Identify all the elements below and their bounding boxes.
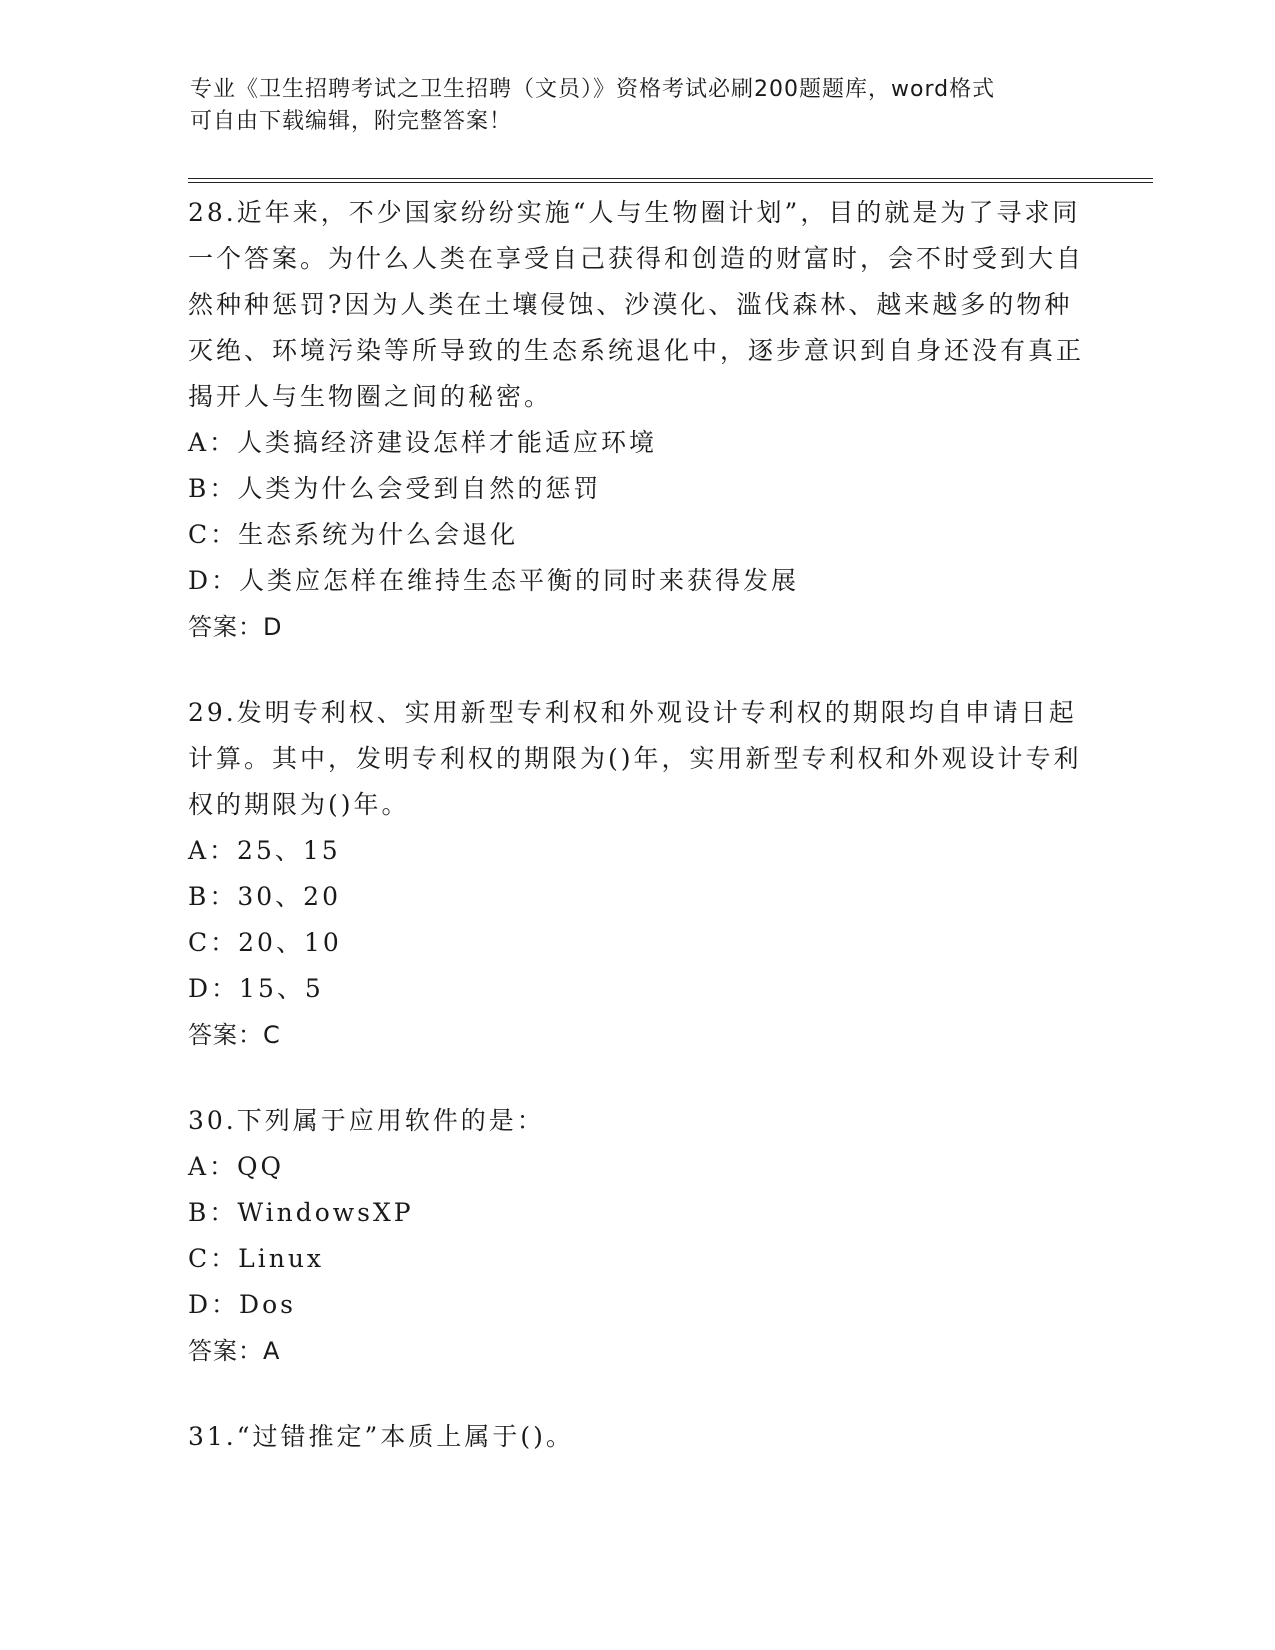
- option-b: B：WindowsXP: [188, 1198, 414, 1227]
- header-divider: [188, 178, 1153, 183]
- option-d: D：15、5: [188, 974, 324, 1003]
- question-list: [188, 190, 1088, 1500]
- document-header: [190, 74, 1090, 138]
- option-c: C：生态系统为什么会退化: [188, 520, 519, 549]
- question-text: 31.“过错推定”本质上属于()。: [188, 1422, 574, 1451]
- header-line-1: 专业《卫生招聘考试之卫生招聘（文员）》资格考试必刷200题题库，word格式: [190, 77, 996, 102]
- question-31: [188, 1414, 1088, 1460]
- question-30: [188, 1098, 1088, 1374]
- question-text: 29.发明专利权、实用新型专利权和外观设计专利权的期限均自申请日起计算。其中，发明专利权的期限为()年，实用新型专利权和外观设计专利权的期限为()年。: [188, 698, 1082, 819]
- option-b: B：30、20: [188, 882, 341, 911]
- question-text: 30.下列属于应用软件的是：: [188, 1106, 545, 1135]
- option-c: C：20、10: [188, 928, 342, 957]
- option-b: B：人类为什么会受到自然的惩罚: [188, 474, 602, 503]
- answer-label: 答案：D: [188, 613, 283, 641]
- question-text: 28.近年来，不少国家纷纷实施“人与生物圈计划”，目的就是为了寻求同一个答案。为什么人类在享受自己获得和创造的财富时，会不时受到大自然种种惩罚?因为人类在土壤侵蚀、沙漠化、滥伐森林、越来越多的物种灭绝、环境污染等所导致的生态系统退化中，逐步意识到自身还没有真正揭开人与生物圈之间的秘密。: [188, 198, 1085, 411]
- option-d: D：Dos: [188, 1290, 296, 1319]
- answer-label: 答案：C: [188, 1021, 281, 1049]
- question-28: [188, 190, 1088, 650]
- header-line-2: 可自由下载编辑，附完整答案！: [190, 109, 513, 134]
- option-a: A：人类搞经济建设怎样才能适应环境: [188, 428, 658, 457]
- answer-label: 答案：A: [188, 1337, 281, 1365]
- option-c: C：Linux: [188, 1244, 325, 1273]
- option-a: A：QQ: [188, 1152, 285, 1181]
- option-a: A：25、15: [188, 836, 341, 865]
- question-29: [188, 690, 1088, 1058]
- option-d: D：人类应怎样在维持生态平衡的同时来获得发展: [188, 566, 800, 595]
